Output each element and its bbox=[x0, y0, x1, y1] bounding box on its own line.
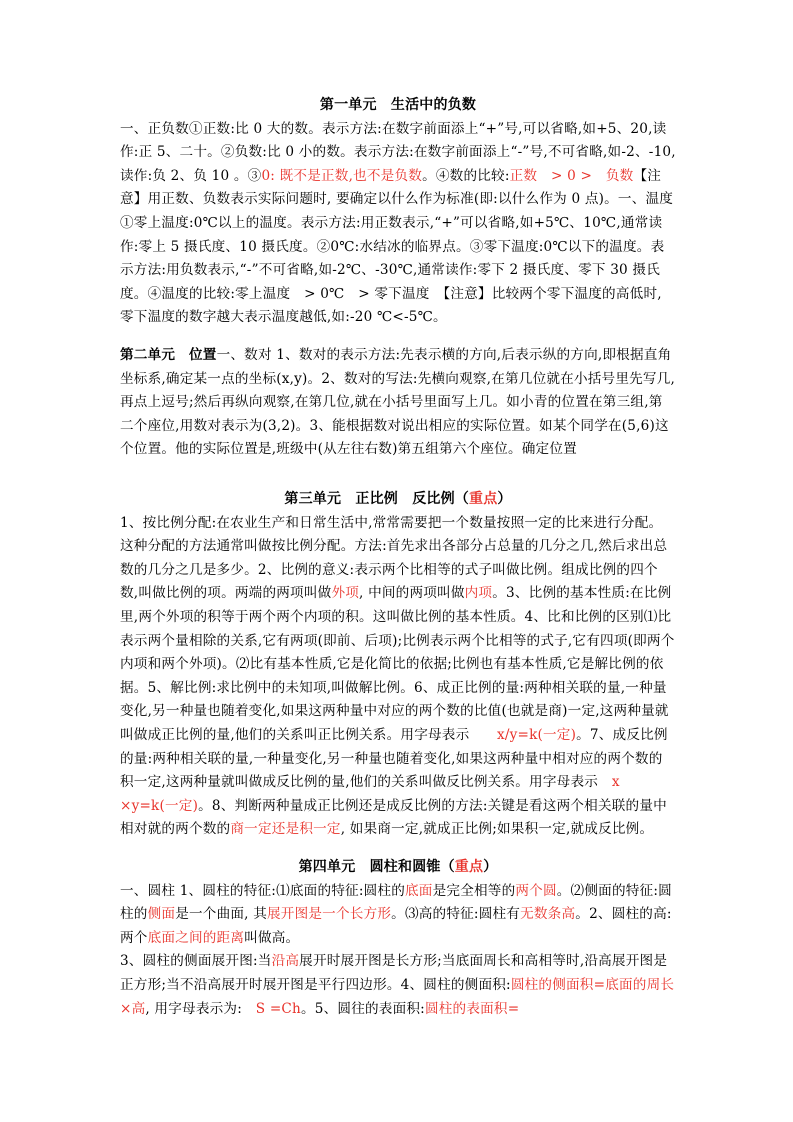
unit1-paragraph bbox=[120, 118, 676, 330]
unit4-title bbox=[120, 856, 676, 880]
along-height: 沿高 bbox=[271, 953, 300, 970]
lateral-area-formula: 圆柱的侧面积=底面的周长×高 bbox=[120, 976, 675, 1017]
base-face: 底面 bbox=[405, 882, 433, 899]
unit4-paragraph-2 bbox=[120, 950, 676, 1021]
unit4-text-m: 叫做高。 bbox=[244, 929, 300, 946]
lateral-area-letters: S =Ch bbox=[255, 1000, 301, 1017]
unit2-paragraph bbox=[120, 344, 676, 462]
unit3-text-a: 1、按比例分配:在农业生产和日常生活中,常常需要把一个数量按照一定的比来进行分配。这种分配的方法通常叫做按比例分配。方法:首先求出各部分占总量的几分之几,然后求出总数的几分之几是多少。2、比例的意义:表示两个比相等的式子叫做比例。组成比例的四个数,叫做比例的项。两端的两项叫做 bbox=[120, 514, 668, 602]
unit4-section bbox=[120, 856, 676, 1021]
rectangle-net: 展开图是一个长方形 bbox=[267, 906, 392, 923]
inner-terms: 内项 bbox=[464, 585, 493, 602]
unit4-text-c: 是完全相等的 bbox=[432, 882, 516, 899]
unit3-text-e: 。3、比例的基本性质:在比例里,两个外项的积等于两个两个内项的积。这叫做比例的基本性质。4、比和比例的区别⑴比表示两个量相除的关系,它有两项(即前、后项);比例表示两个比相等的式子,它有四项(即两个内项和两个外项)。⑵比有基本性质,它是化简比的依据;比例也有基本性质,它是解比例的依据。5、解比例:求比例中的未知项,叫做解比例。6、成正比例的量:两种相关联的量,一种量变化,另一种量也随着变化,如果这两种量中对应的两个数的比值(也就是商)一定,这两种量就叫做成正比例的量,他们的关系叫正比例关系。用字母表示 bbox=[120, 585, 675, 743]
unit3-section bbox=[120, 488, 676, 842]
unit4-text-e: 。⑵侧面的特征:圆柱的 bbox=[120, 882, 672, 923]
unit4-paragraph-1 bbox=[120, 880, 676, 951]
unit1-text-a: 一、正负数①正数:比 0 大的数。表示方法:在数字前面添上“+”号,可以省略,如+5、20,读作:正 5、二十。②负数:比 0 小的数。表示方法:在数字前面添上“-”号,不可省略,如-2、-10,读作:负 2、负 10 。③ bbox=[120, 120, 676, 184]
unit3-title-key: 重点 bbox=[469, 491, 498, 507]
unit4-text-g: 是一个曲面, 其 bbox=[175, 906, 267, 923]
unit4-text-n: 3、圆柱的侧面展开图:当 bbox=[120, 953, 272, 970]
inverse-proportion-formula: x ×y=k(一定) bbox=[120, 774, 634, 814]
unit2-title: 第二单元 位置 bbox=[120, 347, 217, 363]
zero-definition: 0: 既不是正数,也不是负数 bbox=[261, 167, 423, 184]
unit4-text-a: 一、圆柱 1、圆柱的特征:⑴底面的特征:圆柱的 bbox=[120, 882, 406, 899]
direct-proportion-formula: x/y=k(一定) bbox=[496, 726, 577, 743]
unit3-paragraph bbox=[120, 512, 676, 842]
unit4-title-end: ） bbox=[483, 859, 498, 875]
outer-terms: 外项 bbox=[331, 585, 360, 602]
unit4-text-r: , 用字母表示为: bbox=[145, 1000, 256, 1017]
unit4-text-p: 展开时展开图是长方形;当底面周长和高相等时,沿高展开图是正方形;当不沿高展开时展开图是平行四边形。4、圆柱的侧面积: bbox=[120, 953, 668, 993]
unit3-text-i: 。8、判断两种量成正比例还是成反比例的方法:关键是看这两个相关联的量中相对就的两个数的 bbox=[120, 797, 667, 838]
unit4-title-key: 重点 bbox=[454, 859, 484, 875]
unit4-title-text: 第四单元 圆柱和圆锥（ bbox=[298, 859, 455, 875]
unit4-text-i: 。⑶高的特征:圆柱有 bbox=[391, 906, 521, 923]
unit2-text: 一、数对 1、数对的表示方法:先表示横的方向,后表示纵的方向,即根据直角坐标系,确定某一点的坐标(x,y)。2、数对的写法:先横向观察,在第几位就在小括号里先写几,再点上逗号;然后再纵向观察,在第几位,就在小括号里面写上几。如小青的位置在第三组,第二个座位,用数对表示为(3,2)。3、能根据数对说出相应的实际位置。如某个同学在(5,6)这个位置。他的实际位置是,班级中(从左往右数)第五组第六个座位。确定位置 bbox=[120, 347, 676, 458]
lateral-face: 侧面 bbox=[147, 906, 176, 923]
surface-area-formula: 圆柱的表面积= bbox=[424, 1000, 520, 1017]
unit1-text-e: 【注意】用正数、负数表示实际问题时, 要确定以什么作为标准(即:以什么作为 0 点)。一、温度①零上温度:0℃以上的温度。表示方法:用正数表示,“+”可以省略,如+5℃、10℃,通常读作:零上 5 摄氏度、10 摄氏度。②0℃:水结冰的临界点。③零下温度:0℃以下的温度。表示方法:用负数表示,“-”不可省略,如-2℃、-30℃,通常读作:零下 2 摄氏度、零下 30 摄氏度。④温度的比较:零上温度 > 0℃ > 零下温度 【注意】比较两个零下温度的高低时, 零下温度的数字越大表示温度越低,如:-20 ℃<-5℃。 bbox=[120, 167, 674, 326]
unit1-section bbox=[120, 94, 676, 330]
unit3-title-text: 第三单元 正比例 反比例（ bbox=[284, 491, 469, 507]
unit2-section bbox=[120, 344, 676, 462]
unit4-text-k: 。2、圆柱的高:两个 bbox=[120, 906, 672, 946]
number-comparison: 正数 > 0 > 负数 bbox=[509, 167, 634, 184]
unit3-title-end: ） bbox=[497, 491, 512, 507]
quotient-or-product: 商一定还是积一定 bbox=[230, 821, 341, 838]
unit1-text-c: 。④数的比较: bbox=[422, 167, 510, 184]
two-circles: 两个圆 bbox=[515, 882, 557, 899]
unit3-text-g: 。7、成反比例的量:两种相关联的量,一种量变化,另一种量也随着变化,如果这两种量中相对应的两个数的积一定,这两种量就叫做成反比例的量,他们的关系叫做反比例关系。用字母表示 bbox=[120, 726, 668, 791]
unit4-text-t: 。5、圆往的表面积: bbox=[300, 1000, 425, 1017]
unit3-text-k: , 如果商一定,就成正比例;如果积一定,就成反比例。 bbox=[340, 821, 654, 838]
distance-between-bases: 底面之间的距离 bbox=[147, 929, 245, 946]
unit3-title bbox=[120, 488, 676, 512]
unit1-title: 第一单元 生活中的负数 bbox=[319, 97, 477, 113]
unit3-text-c: , 中间的两项叫做 bbox=[359, 585, 465, 602]
infinite-heights: 无数条高 bbox=[520, 906, 576, 923]
